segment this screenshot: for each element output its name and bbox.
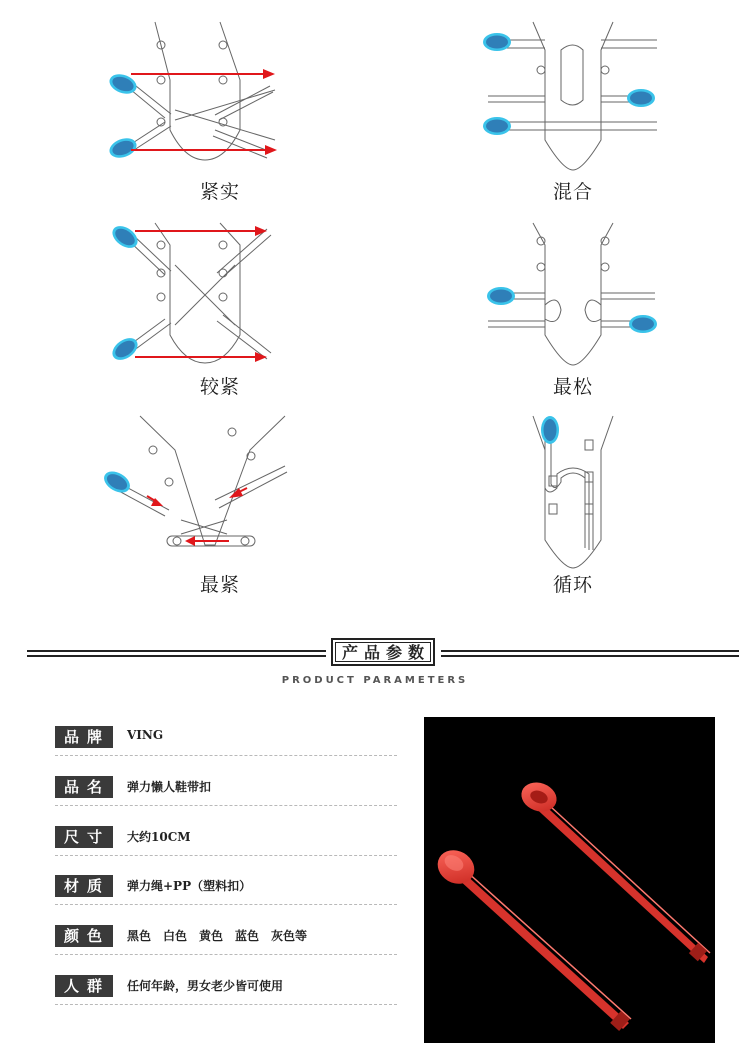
- section-title: 产品参数: [335, 642, 431, 662]
- param-value: 弹力懒人鞋带扣: [127, 780, 212, 794]
- caption-loosest: 最松: [552, 376, 593, 398]
- product-photo-illustration: [424, 717, 715, 1043]
- param-row-size: [55, 825, 397, 856]
- param-value: 任何年龄，男女老少皆可使用: [127, 979, 284, 993]
- mixed-lacing-illustration: [433, 10, 713, 180]
- section-rule-right: [441, 650, 739, 657]
- caption-tightest: 最紧: [199, 574, 240, 596]
- param-row-brand: [55, 725, 397, 756]
- diagram-fairly-tight: [95, 215, 375, 415]
- fairly-tight-lacing-illustration: [95, 215, 375, 370]
- caption-loop: 循环: [552, 574, 593, 596]
- section-subtitle: PRODUCT PARAMETERS: [281, 675, 469, 686]
- param-value: 大约10CM: [127, 830, 191, 844]
- param-value: 弹力绳+PP（塑料扣）: [127, 879, 252, 893]
- param-label: 材质: [55, 875, 113, 897]
- caption-tight: 紧实: [199, 181, 240, 203]
- param-row-material: [55, 874, 397, 905]
- tightest-lacing-illustration: [95, 410, 375, 560]
- param-label: 品名: [55, 776, 113, 798]
- diagram-mixed: [433, 10, 713, 210]
- diagram-loop: [433, 410, 713, 610]
- param-label: 尺寸: [55, 826, 113, 848]
- param-row-audience: [55, 974, 397, 1005]
- param-label: 人群: [55, 975, 113, 997]
- loop-lacing-illustration: [433, 410, 713, 570]
- loosest-lacing-illustration: [433, 215, 713, 370]
- section-title-box: [331, 638, 435, 666]
- product-photo: [424, 717, 715, 1043]
- param-value: VING: [127, 728, 164, 742]
- param-label: 颜色: [55, 925, 113, 947]
- caption-fairly-tight: 较紧: [199, 376, 240, 398]
- diagram-loosest: [433, 215, 713, 415]
- diagram-tight: [95, 10, 375, 210]
- caption-mixed: 混合: [552, 181, 593, 203]
- section-rule-left: [27, 650, 326, 657]
- param-label: 品牌: [55, 726, 113, 748]
- diagram-tightest: [95, 410, 375, 610]
- param-row-name: [55, 775, 397, 806]
- param-row-color: [55, 924, 397, 955]
- param-value: 黑色 白色 黄色 蓝色 灰色等: [127, 929, 308, 943]
- tight-lacing-illustration: [95, 10, 375, 180]
